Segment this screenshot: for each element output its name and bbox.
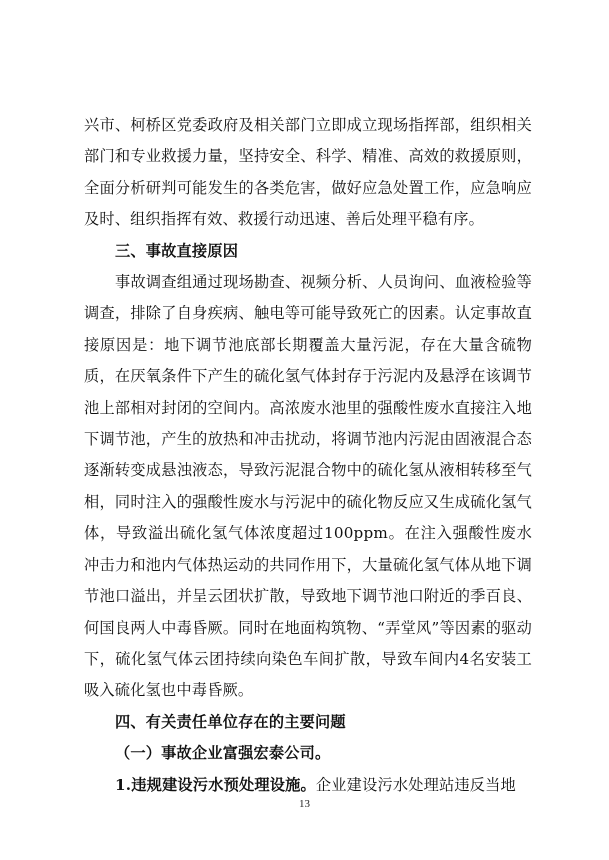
heading-company: （一）事故企业富强宏泰公司。: [115, 744, 331, 763]
page-number: 13: [299, 798, 310, 810]
paragraph-lead-text: 1.违规建设污水预处理设施。: [115, 775, 316, 794]
page-body: [84, 110, 532, 801]
paragraph-body-text: 企业建设污水处理站违反当地: [315, 775, 516, 794]
paragraph-illegal-construction: [84, 770, 532, 801]
paragraph-direct-cause: 事故调查组通过现场勘查、视频分析、人员询问、血液检验等调查，排除了自身疾病、触电等可能导致死亡的因素。认定事故直接原因是：地下调节池底部长期覆盖大量污泥，存在大量含硫物质，在厌氧条件下产生的硫化氢气体封存于污泥内及悬浮在该调节池上部相对封闭的空间内。高浓废水池里的强酸性废水直接注入地下调节池，产生的放热和冲击扰动，将调节池内污泥由固液混合态逐渐转变成悬浊液态，导致污泥混合物中的硫化氢从液相转移至气相，同时注入的强酸性废水与污泥中的硫化物反应又生成硫化氢气体，导致溢出硫化氢气体浓度超过100ppm。在注入强酸性废水冲击力和池内气体热运动的共同作用下，大量硫化氢气体从地下调节池口溢出，并呈云团状扩散，导致地下调节池口附近的季百良、何国良两人中毒昏厥。同时在地面构筑物、“弄堂风”等因素的驱动下，硫化氢气体云团持续向染色车间扩散，导致车间内4名安装工吸入硫化氢也中毒昏厥。: [84, 273, 532, 700]
paragraph-rescue-response: 兴市、柯桥区党委政府及相关部门立即成立现场指挥部，组织相关部门和专业救援力量，坚持安全、科学、精准、高效的救援原则，全面分析研判可能发生的各类危害，做好应急处置工作，应急响应及时、组织指挥有效、救援行动迅速、善后处理平稳有序。: [84, 116, 532, 229]
heading-main-problems: 四、有关责任单位存在的主要问题: [115, 712, 346, 731]
heading-direct-cause: 三、事故直接原因: [115, 241, 239, 260]
